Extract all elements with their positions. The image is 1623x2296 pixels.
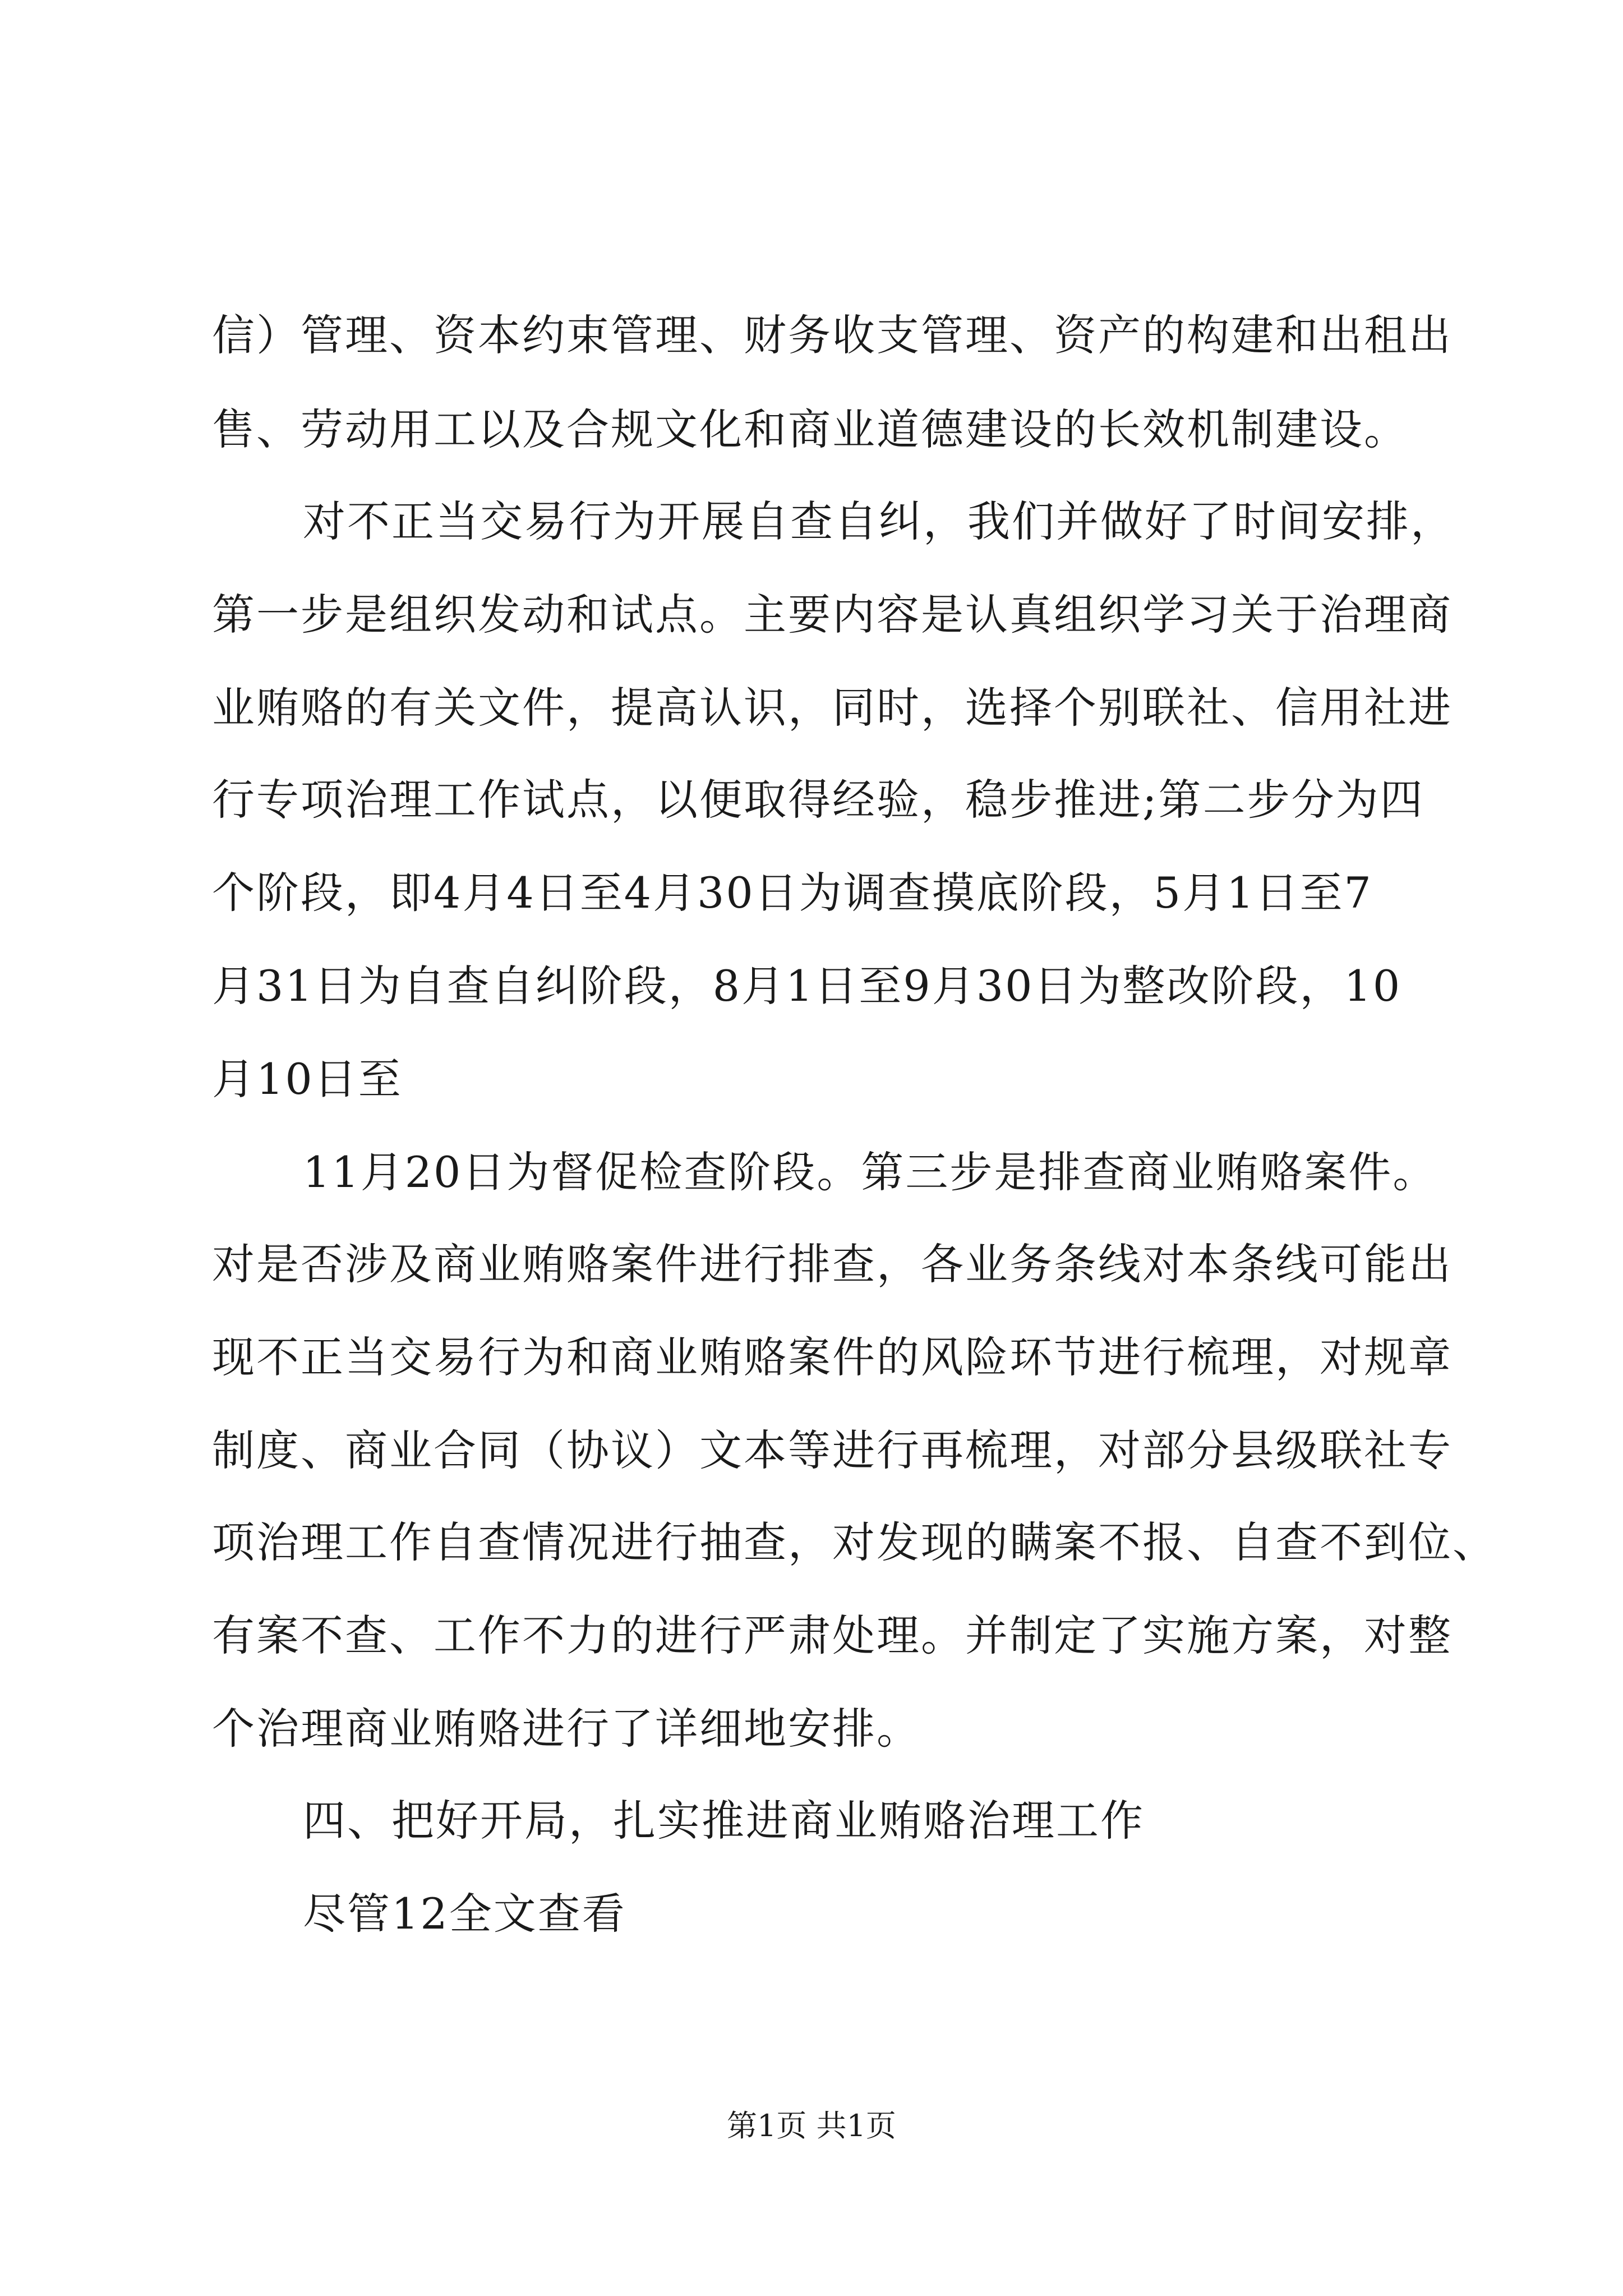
body-line: 项治理工作自查情况进行抽查，对发现的瞒案不报、自查不到位、	[212, 1517, 1497, 1567]
body-line: 11月20日为督促检查阶段。第三步是排查商业贿赂案件。	[303, 1147, 1437, 1197]
body-line: 个治理商业贿赂进行了详细地安排。	[212, 1704, 921, 1754]
body-line: 售、劳动用工以及合规文化和商业道德建设的长效机制建设。	[212, 404, 1408, 454]
page-number-footer: 第1页 共1页	[727, 2108, 896, 2143]
body-line: 有案不查、工作不力的进行严肃处理。并制定了实施方案，对整	[212, 1611, 1453, 1660]
body-line: 制度、商业合同（协议）文本等进行再梳理，对部分县级联社专	[212, 1425, 1453, 1475]
body-line: 行专项治理工作试点，以便取得经验，稳步推进;第二步分为四	[212, 775, 1424, 825]
body-line: 对是否涉及商业贿赂案件进行排查，各业务条线对本条线可能出	[212, 1239, 1453, 1289]
body-line: 业贿赂的有关文件，提高认识，同时，选择个别联社、信用社进	[212, 683, 1453, 733]
body-line: 月10日至	[212, 1054, 403, 1104]
body-line: 对不正当交易行为开展自查自纠，我们并做好了时间安排，	[303, 496, 1455, 546]
body-line: 月31日为自查自纠阶段，8月1日至9月30日为整改阶段，10	[212, 961, 1402, 1011]
section-heading: 四、把好开局，扎实推进商业贿赂治理工作	[303, 1796, 1145, 1846]
body-line: 信）管理、资本约束管理、财务收支管理、资产的构建和出租出	[212, 310, 1453, 360]
body-line: 尽管12全文查看	[303, 1889, 626, 1939]
body-line: 第一步是组织发动和试点。主要内容是认真组织学习关于治理商	[212, 590, 1453, 639]
body-line: 个阶段，即4月4日至4月30日为调查摸底阶段，5月1日至7	[212, 868, 1373, 918]
body-line: 现不正当交易行为和商业贿赂案件的风险环节进行梳理，对规章	[212, 1332, 1453, 1382]
